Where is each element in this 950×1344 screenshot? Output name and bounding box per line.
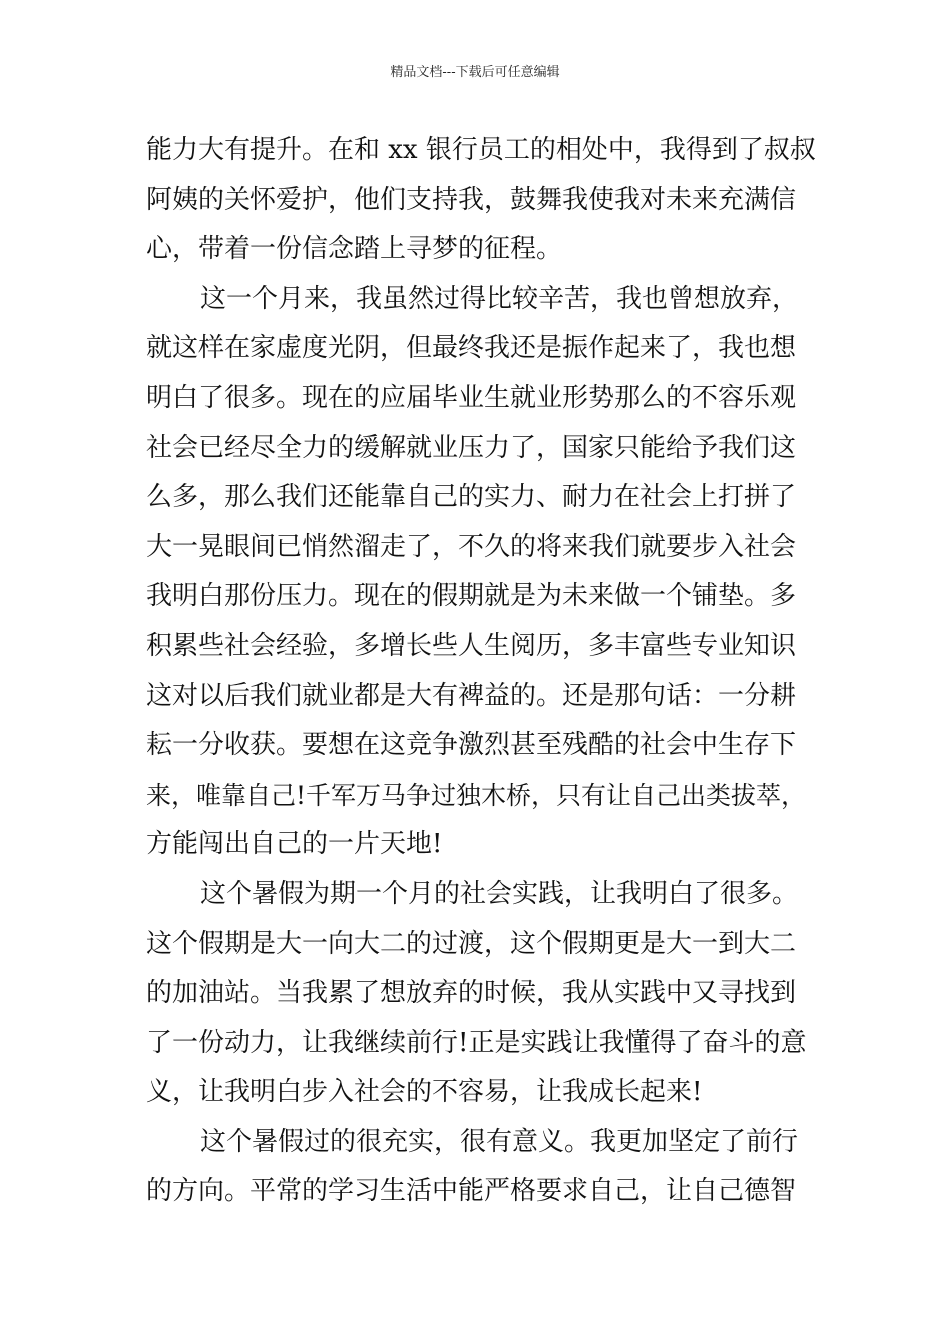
text-line: 就这样在家虚度光阴，但最终我还是振作起来了，我也想 bbox=[146, 333, 797, 364]
text-line: 耘一分收获。要想在这竞争激烈甚至残酷的社会中生存下 bbox=[146, 730, 797, 761]
text-line: 这对以后我们就业都是大有裨益的。还是那句话：一分耕 bbox=[146, 680, 797, 711]
text-line: 心，带着一份信念踏上寻梦的征程。 bbox=[146, 234, 563, 265]
text-line: 的方向。平常的学习生活中能严格要求自己，让自己德智 bbox=[146, 1176, 797, 1207]
text-line: 社会已经尽全力的缓解就业压力了，国家只能给予我们这 bbox=[146, 432, 797, 463]
page-header: 精品文档---下载后可任意编辑 bbox=[390, 65, 560, 80]
text-line: 我明白那份压力。现在的假期就是为未来做一个铺垫。多 bbox=[146, 581, 797, 612]
text-line: 这个暑假过的很充实，很有意义。我更加坚定了前行 bbox=[200, 1126, 799, 1157]
text-line: 积累些社会经验，多增长些人生阅历，多丰富些专业知识 bbox=[146, 630, 797, 661]
text-line: 大一晃眼间已悄然溜走了，不久的将来我们就要步入社会 bbox=[146, 531, 797, 562]
text-line: 阿姨的关怀爱护，他们支持我，鼓舞我使我对未来充满信 bbox=[146, 184, 797, 215]
text-line: 明白了很多。现在的应届毕业生就业形势那么的不容乐观 bbox=[146, 382, 797, 413]
paragraph-3 bbox=[146, 870, 816, 1118]
text-line: 的加油站。当我累了想放弃的时候，我从实践中又寻找到 bbox=[146, 978, 797, 1009]
paragraph-1 bbox=[146, 126, 816, 275]
text-line: 这个暑假为期一个月的社会实践，让我明白了很多。 bbox=[200, 878, 799, 909]
text-line: 这个假期是大一向大二的过渡，这个假期更是大一到大二 bbox=[146, 928, 797, 959]
paragraph-2 bbox=[146, 275, 816, 870]
document-body bbox=[146, 126, 816, 1217]
text-line: 义，让我明白步入社会的不容易，让我成长起来! bbox=[146, 1077, 703, 1108]
paragraph-4 bbox=[146, 1118, 816, 1217]
text-line: 了一份动力，让我继续前行!正是实践让我懂得了奋斗的意 bbox=[146, 1027, 807, 1058]
text-line: 方能闯出自己的一片天地! bbox=[146, 829, 443, 860]
text-line: 来，唯靠自己!千军万马争过独木桥，只有让自己出类拔萃， bbox=[146, 780, 807, 810]
text-line: 这一个月来，我虽然过得比较辛苦，我也曾想放弃， bbox=[200, 283, 799, 314]
text-line: 么多，那么我们还能靠自己的实力、耐力在社会上打拼了 bbox=[146, 482, 797, 513]
text-line: 能力大有提升。在和 xx 银行员工的相处中，我得到了叔叔 bbox=[146, 135, 816, 165]
